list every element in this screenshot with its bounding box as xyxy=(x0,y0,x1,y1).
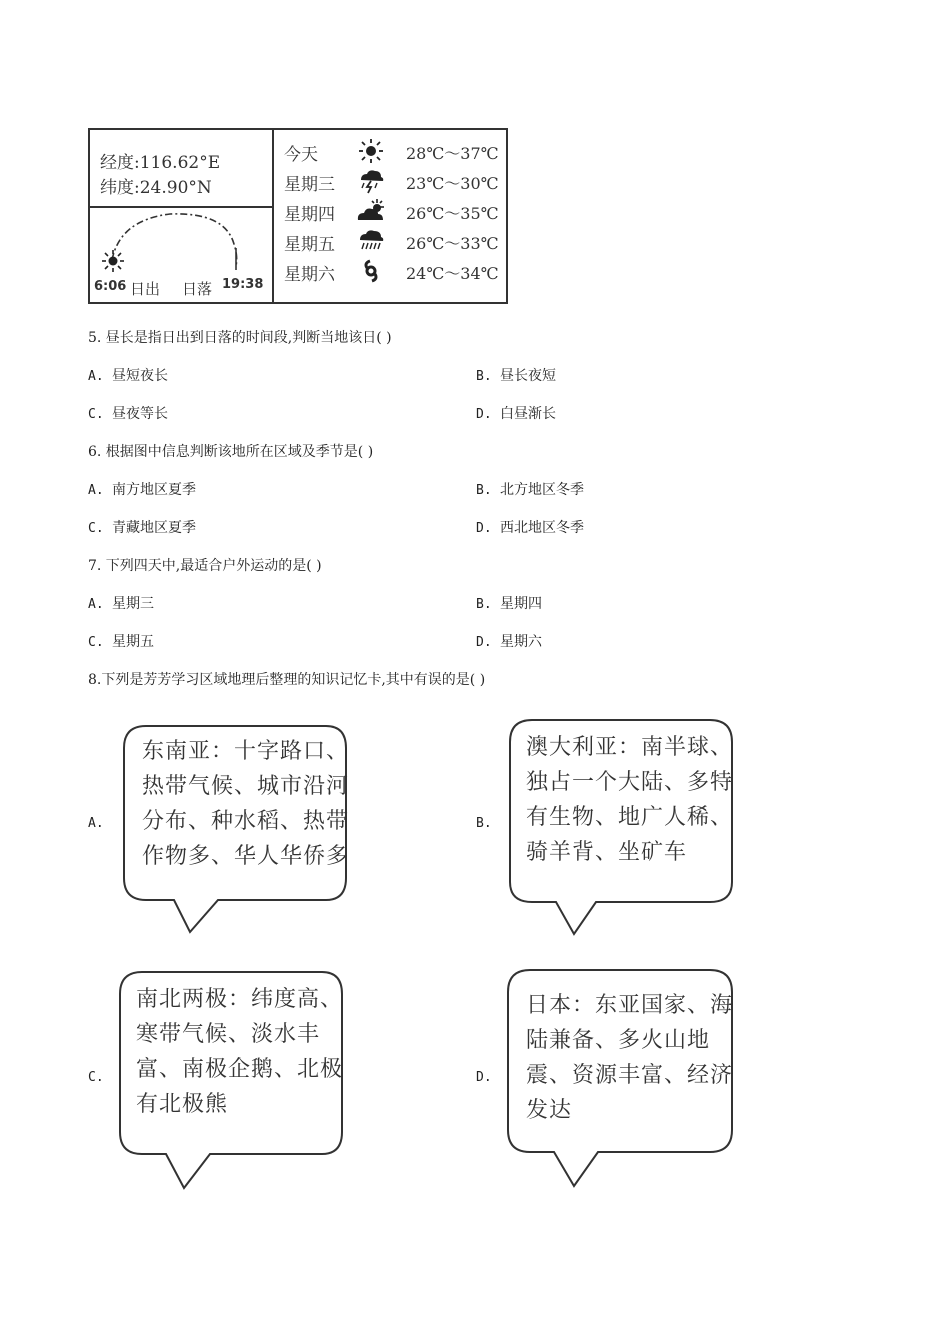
forecast-row xyxy=(274,256,506,286)
option-b[interactable]: B. 昼长夜短 xyxy=(476,368,556,384)
card-b-text: 澳大利亚：南半球、 独占一个大陆、多特 有生物、地广人稀、 骑羊背、坐矿车 xyxy=(526,735,734,865)
option-d[interactable]: D. 星期六 xyxy=(476,634,542,650)
option-b[interactable]: B. 北方地区冬季 xyxy=(476,482,584,498)
forecast-day: 今天 xyxy=(284,145,318,165)
option-b[interactable]: B. 星期四 xyxy=(476,596,542,612)
forecast-temp: 24℃～34℃ xyxy=(406,264,499,283)
card-d-letter: D. xyxy=(476,1070,492,1085)
option-c[interactable]: C. 昼夜等长 xyxy=(88,406,168,422)
question-5-stem: 5. 昼长是指日出到日落的时间段,判断当地该日( ) xyxy=(88,330,392,346)
sun-icon xyxy=(102,250,124,272)
card-c-bubble[interactable] xyxy=(114,966,350,1194)
card-c-letter: C. xyxy=(88,1070,104,1085)
card-a-text: 东南亚：十字路口、 热带气候、城市沿河 分布、种水稻、热带 作物多、华人华侨多 xyxy=(142,739,350,869)
forecast-day: 星期三 xyxy=(284,175,335,195)
card-b-letter: B. xyxy=(476,816,492,831)
option-d[interactable]: D. 西北地区冬季 xyxy=(476,520,584,536)
partly-cloudy-icon xyxy=(356,198,386,224)
forecast-temp: 26℃～35℃ xyxy=(406,204,499,223)
forecast-day: 星期五 xyxy=(284,235,335,255)
forecast-temp: 23℃～30℃ xyxy=(406,174,499,193)
option-c[interactable]: C. 星期五 xyxy=(88,634,154,650)
sun-path-diagram xyxy=(90,208,274,304)
card-c-text: 南北两极：纬度高、 寒带气候、淡水丰 富、南极企鹅、北极 有北极熊 xyxy=(136,987,344,1117)
option-a[interactable]: A. 星期三 xyxy=(88,596,154,612)
longitude-text: 经度:116.62°E xyxy=(100,153,221,173)
option-a[interactable]: A. 昼短夜长 xyxy=(88,368,168,384)
question-8-stem: 8.下列是芳芳学习区域地理后整理的知识记忆卡,其中有误的是( ) xyxy=(88,672,486,688)
sunrise-time: 6:06 xyxy=(94,279,127,294)
latitude-text: 纬度:24.90°N xyxy=(100,178,212,198)
sunny-icon xyxy=(356,138,386,164)
forecast-panel xyxy=(274,130,506,302)
card-d-bubble[interactable] xyxy=(502,964,738,1192)
forecast-row xyxy=(274,196,506,226)
coordinates-box xyxy=(90,130,272,208)
question-6-stem: 6. 根据图中信息判断该地所在区域及季节是( ) xyxy=(88,444,374,460)
sunrise-label: 日出 xyxy=(130,280,161,298)
sunset-label: 日落 xyxy=(182,280,213,298)
forecast-temp: 28℃～37℃ xyxy=(406,144,499,163)
option-c[interactable]: C. 青藏地区夏季 xyxy=(88,520,196,536)
question-7-stem: 7. 下列四天中,最适合户外运动的是( ) xyxy=(88,558,322,574)
forecast-row xyxy=(274,136,506,166)
weather-figure xyxy=(88,128,508,304)
forecast-day: 星期四 xyxy=(284,205,335,225)
thunderstorm-icon xyxy=(356,168,386,194)
forecast-row xyxy=(274,166,506,196)
heavy-rain-icon xyxy=(356,228,386,254)
forecast-day: 星期六 xyxy=(284,265,335,285)
card-a-bubble[interactable] xyxy=(118,718,354,938)
sunset-time: 19:38 xyxy=(222,277,264,292)
option-d[interactable]: D. 白昼渐长 xyxy=(476,406,556,422)
location-panel xyxy=(90,130,274,302)
forecast-temp: 26℃～33℃ xyxy=(406,234,499,253)
typhoon-icon xyxy=(356,258,386,284)
card-d-text: 日本：东亚国家、海 陆兼备、多火山地 震、资源丰富、经济 发达 xyxy=(526,993,734,1123)
card-b-bubble[interactable] xyxy=(504,714,740,938)
card-a-letter: A. xyxy=(88,816,104,831)
option-a[interactable]: A. 南方地区夏季 xyxy=(88,482,196,498)
forecast-row xyxy=(274,226,506,256)
